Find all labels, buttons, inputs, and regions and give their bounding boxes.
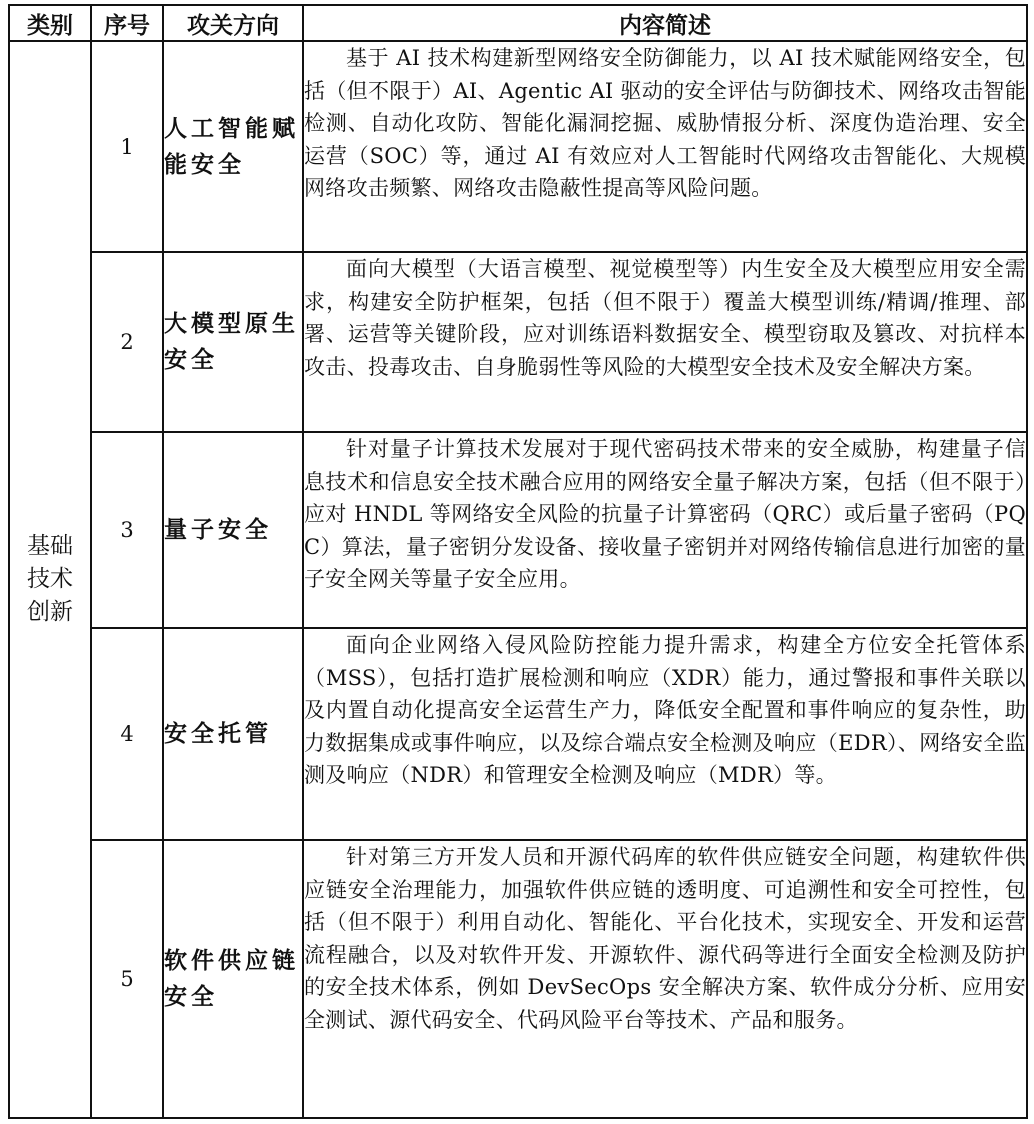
row-direction: 大模型原生安全 (163, 252, 303, 432)
row-description: 针对第三方开发人员和开源代码库的软件供应链安全问题，构建软件供应链安全治理能力，加强软件供应链的透明度、可追溯性和安全可控性，包括（但不限于）利用自动化、智能化、平台化技术，实现安全、开发和运营流程融合，以及对软件开发、开源软件、源代码等进行全面安全检测及防护的安全技术体系，例如 DevSecOps 安全解决方案、软件成分分析、应用安全测试、源代码安全、代码风险平台等技术、产品和服务。 (304, 845, 1026, 1032)
table-row (9, 41, 1027, 252)
row-description-cell (303, 41, 1027, 252)
table-header-row (9, 5, 1027, 41)
header-direction: 攻关方向 (163, 5, 303, 41)
row-description-cell (303, 432, 1027, 628)
category-label: 基础技术创新 (27, 533, 73, 625)
row-description-cell (303, 840, 1027, 1118)
header-description: 内容简述 (303, 5, 1027, 41)
row-description: 面向企业网络入侵风险防控能力提升需求，构建全方位安全托管体系（MSS），包括打造扩展检测和响应（XDR）能力，通过警报和事件关联以及内置自动化提高安全运营生产力，降低安全配置和事件响应的复杂性，助力数据集成或事件响应，以及综合端点安全检测及响应（EDR）、网络安全监测及响应（NDR）和管理安全检测及响应（MDR）等。 (304, 633, 1026, 787)
table-row (9, 628, 1027, 840)
header-number: 序号 (91, 5, 163, 41)
row-direction: 人工智能赋能安全 (163, 41, 303, 252)
row-direction: 量子安全 (163, 432, 303, 628)
row-direction: 安全托管 (163, 628, 303, 840)
row-description: 面向大模型（大语言模型、视觉模型等）内生安全及大模型应用安全需求，构建安全防护框架，包括（但不限于）覆盖大模型训练/精调/推理、部署、运营等关键阶段，应对训练语料数据安全、模型窃取及篡改、对抗样本攻击、投毒攻击、自身脆弱性等风险的大模型安全技术及安全解决方案。 (304, 257, 1026, 379)
table-row (9, 252, 1027, 432)
row-description-cell (303, 252, 1027, 432)
header-category: 类别 (9, 5, 91, 41)
table-row (9, 432, 1027, 628)
row-number: 2 (91, 252, 163, 432)
row-description: 基于 AI 技术构建新型网络安全防御能力，以 AI 技术赋能网络安全，包括（但不限于）AI、Agentic AI 驱动的安全评估与防御技术、网络攻击智能检测、自动化攻防、智能化漏洞挖掘、威胁情报分析、深度伪造治理、安全运营（SOC）等，通过 AI 有效应对人工智能时代网络攻击智能化、大规模网络攻击频繁、网络攻击隐蔽性提高等风险问题。 (304, 46, 1026, 200)
row-number: 4 (91, 628, 163, 840)
category-cell (9, 41, 91, 1118)
row-number: 3 (91, 432, 163, 628)
table-row (9, 840, 1027, 1118)
row-description-cell (303, 628, 1027, 840)
row-description: 针对量子计算技术发展对于现代密码技术带来的安全威胁，构建量子信息技术和信息安全技术融合应用的网络安全量子解决方案，包括（但不限于）应对 HNDL 等网络安全风险的抗量子计算密码（QRC）或后量子密码（PQC）算法，量子密钥分发设备、接收量子密钥并对网络传输信息进行加密的量子安全网关等量子安全应用。 (304, 437, 1026, 591)
research-directions-table (8, 4, 1028, 1119)
row-number: 1 (91, 41, 163, 252)
row-direction: 软件供应链安全 (163, 840, 303, 1118)
row-number: 5 (91, 840, 163, 1118)
